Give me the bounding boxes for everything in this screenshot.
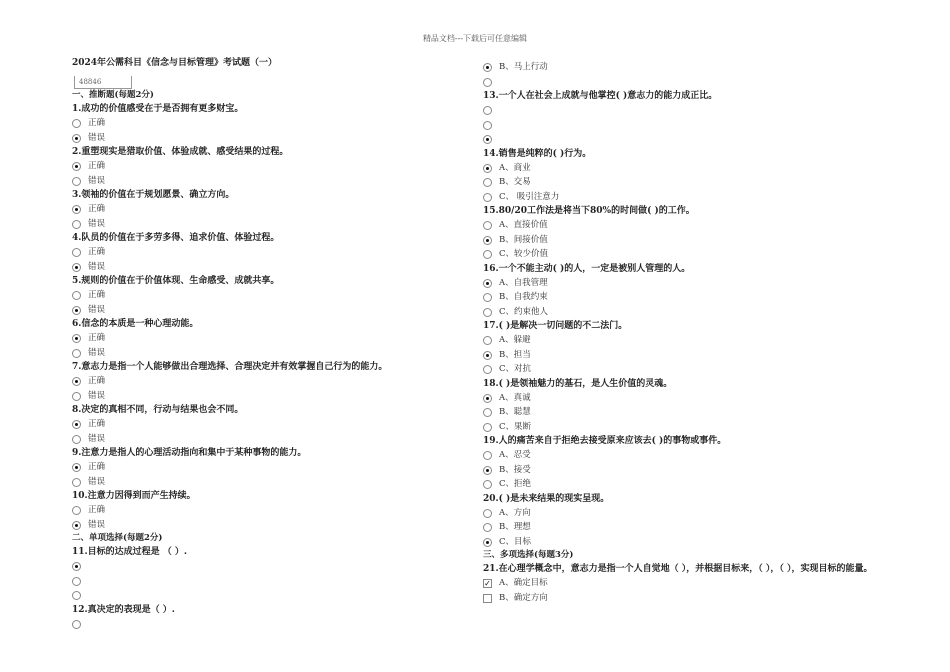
radio-unselected[interactable] (72, 478, 81, 487)
radio-unselected[interactable] (72, 506, 81, 515)
radio-unselected[interactable] (483, 509, 492, 518)
radio-option[interactable] (483, 506, 893, 521)
question-text: 15.80/20工作法是将当下80%的时间做( )的工作。 (483, 206, 695, 216)
radio-unselected[interactable] (483, 250, 492, 259)
radio-option[interactable] (72, 617, 472, 632)
radio-option[interactable] (483, 233, 893, 248)
option-label: 正确 (88, 376, 106, 386)
radio-option[interactable] (72, 559, 472, 574)
option-label: A、自我管理 (499, 277, 548, 288)
radio-option[interactable] (483, 161, 893, 176)
radio-unselected[interactable] (483, 365, 492, 374)
question-text: 18.( )是领袖魅力的基石，是人生价值的灵魂。 (483, 378, 673, 389)
radio-option[interactable] (72, 131, 472, 146)
radio-unselected[interactable] (483, 293, 492, 302)
page-header: 精品文档---下载后可任意编辑 (422, 34, 528, 43)
radio-option[interactable] (72, 202, 472, 217)
question-text: 4.队员的价值在于多劳多得、追求价值、体验过程。 (72, 233, 280, 243)
option-label: A、方向 (499, 507, 531, 518)
radio-unselected[interactable] (483, 423, 492, 432)
radio-option[interactable] (483, 118, 893, 133)
radio-option[interactable] (72, 475, 472, 490)
checkbox-checked[interactable]: ✓ (484, 579, 491, 588)
option-label: C、果断 (499, 421, 532, 432)
radio-option[interactable] (72, 217, 472, 232)
question-text: 17.( )是解决一切问题的不二法门。 (483, 321, 628, 331)
right-question-list (483, 60, 893, 605)
option-label: B、聪慧 (499, 407, 531, 417)
left-question-list (72, 89, 472, 631)
radio-option[interactable] (72, 374, 472, 389)
radio-option[interactable] (72, 116, 472, 131)
radio-selected[interactable] (483, 236, 492, 245)
radio-selected[interactable] (483, 538, 492, 547)
radio-unselected[interactable] (72, 349, 81, 358)
option-label: C、对抗 (499, 364, 532, 374)
option-label: A、商业 (499, 162, 531, 173)
option-label: C、 吸引注意力 (499, 191, 560, 202)
radio-option[interactable] (483, 103, 893, 118)
radio-selected[interactable] (72, 263, 81, 272)
option-label: B、马上行动 (499, 62, 548, 72)
option-label: C、约束他人 (499, 306, 549, 317)
radio-option[interactable] (72, 346, 472, 361)
checkbox-option[interactable] (483, 591, 893, 606)
option-label: B、交易 (499, 177, 531, 187)
question-text: 2.重塑现实是猎取价值、体验成就、感受结果的过程。 (72, 147, 289, 157)
radio-selected[interactable] (72, 463, 81, 472)
radio-option[interactable] (483, 276, 893, 291)
question-text: 5.规则的价值在于价值体现、生命感受、成就共享。 (72, 276, 280, 286)
option-label: 正确 (88, 290, 106, 300)
radio-selected[interactable] (72, 162, 81, 171)
radio-option[interactable] (72, 174, 472, 189)
option-label: A、确定目标 (499, 578, 548, 588)
radio-option[interactable] (72, 460, 472, 475)
option-label: 正确 (88, 419, 106, 429)
radio-selected[interactable] (72, 521, 81, 530)
option-label: 正确 (88, 204, 106, 214)
radio-option[interactable] (483, 190, 893, 205)
option-label: 错误 (88, 347, 106, 358)
radio-option[interactable] (72, 303, 472, 318)
radio-selected[interactable] (72, 420, 81, 429)
exam-title: 2024年公需科目《信念与目标管理》考试题（一） (72, 58, 278, 68)
radio-option[interactable] (483, 290, 893, 305)
option-label: 错误 (88, 476, 106, 487)
radio-selected[interactable] (483, 279, 492, 288)
option-label: 错误 (88, 132, 106, 143)
question-text: 7.意志力是指一个人能够做出合理选择、合理决定并有效掌握自己行为的能力。 (72, 362, 388, 372)
radio-unselected[interactable] (483, 451, 492, 460)
radio-option[interactable] (72, 518, 472, 533)
radio-selected[interactable] (483, 351, 492, 360)
radio-selected[interactable] (483, 466, 492, 475)
option-label: 错误 (88, 175, 106, 186)
question-text: 19.人的痛苦来自于拒绝去接受原来应该去( )的事物或事件。 (483, 436, 727, 446)
radio-unselected[interactable] (483, 193, 492, 202)
option-label: 正确 (88, 247, 106, 257)
option-label: 错误 (88, 390, 106, 401)
radio-selected[interactable] (72, 134, 81, 143)
option-label: B、担当 (499, 349, 531, 360)
option-label: 正确 (88, 161, 106, 171)
radio-option[interactable] (483, 362, 893, 377)
option-label: C、拒绝 (499, 479, 532, 489)
radio-option[interactable] (483, 175, 893, 190)
option-label: C、目标 (499, 536, 532, 547)
radio-option[interactable] (72, 260, 472, 275)
radio-option[interactable] (72, 503, 472, 518)
section-heading: 一、推断题(每题2分) (72, 90, 154, 100)
radio-option[interactable] (483, 420, 893, 435)
radio-unselected[interactable] (483, 336, 492, 345)
radio-option[interactable] (483, 405, 893, 420)
option-label: 正确 (88, 505, 106, 515)
radio-selected[interactable] (72, 334, 81, 343)
radio-selected[interactable] (72, 306, 81, 315)
radio-selected[interactable] (72, 377, 81, 386)
radio-option[interactable] (483, 132, 893, 147)
radio-option[interactable] (72, 245, 472, 260)
question-text: 20.( )是未来结果的现实呈现。 (483, 493, 610, 504)
radio-option[interactable] (483, 391, 893, 406)
section-heading: 三、多项选择(每题3分) (483, 550, 574, 560)
radio-option[interactable] (483, 247, 893, 262)
option-label: A、躲避 (499, 335, 531, 345)
radio-selected[interactable] (483, 135, 492, 144)
option-label: B、理想 (499, 522, 531, 532)
option-label: A、真诚 (499, 392, 531, 403)
right-column (483, 60, 893, 605)
radio-unselected[interactable] (72, 392, 81, 401)
radio-option[interactable] (483, 60, 893, 75)
radio-unselected[interactable] (72, 177, 81, 186)
radio-selected[interactable] (483, 164, 492, 173)
option-label: 错误 (88, 218, 106, 229)
radio-option[interactable] (483, 520, 893, 535)
question-text: 1.成功的价值感受在于是否拥有更多财宝。 (72, 104, 244, 114)
radio-option[interactable] (72, 432, 472, 447)
checkbox-unchecked[interactable] (483, 594, 492, 603)
radio-unselected[interactable] (72, 577, 81, 586)
radio-unselected[interactable] (483, 121, 492, 130)
radio-option[interactable] (72, 288, 472, 303)
radio-option[interactable] (483, 448, 893, 463)
radio-selected[interactable] (72, 205, 81, 214)
radio-unselected[interactable] (483, 480, 492, 489)
left-column (72, 58, 472, 631)
radio-unselected[interactable] (483, 178, 492, 187)
question-text: 3.领袖的价值在于规划愿景、确立方向。 (72, 190, 235, 200)
radio-option[interactable] (483, 305, 893, 320)
option-label: B、间接价值 (499, 234, 548, 245)
radio-unselected[interactable] (72, 591, 81, 600)
radio-unselected[interactable] (72, 291, 81, 300)
exam-id-field: 48846 (74, 76, 132, 89)
question-text: 11.目标的达成过程是 （ ）. (72, 547, 188, 557)
radio-option[interactable] (483, 535, 893, 550)
option-label: A、直接价值 (499, 220, 548, 230)
radio-unselected[interactable] (483, 308, 492, 317)
section-heading: 二、单项选择(每题2分) (72, 533, 163, 543)
question-text: 16.一个不能主动( )的人，一定是被别人管理的人。 (483, 263, 691, 274)
option-label: B、确定方向 (499, 592, 548, 603)
radio-option[interactable] (483, 463, 893, 478)
option-label: 正确 (88, 118, 106, 128)
radio-selected[interactable] (483, 394, 492, 403)
radio-unselected[interactable] (72, 220, 81, 229)
question-text: 10.注意力因得到而产生持续。 (72, 491, 196, 501)
radio-option[interactable] (483, 477, 893, 492)
option-label: A、忍受 (499, 450, 531, 460)
question-text: 13.一个人在社会上成就与他掌控( )意志力的能力成正比。 (483, 91, 718, 101)
question-text: 8.决定的真相不同，行动与结果也会不同。 (72, 405, 244, 415)
radio-option[interactable] (72, 574, 472, 589)
question-text: 6.信念的本质是一种心理动能。 (72, 319, 199, 329)
radio-unselected[interactable] (483, 106, 492, 115)
question-text: 12.真决定的表现是（ ）. (72, 604, 175, 615)
radio-option[interactable] (72, 588, 472, 603)
radio-unselected[interactable] (72, 248, 81, 257)
radio-option[interactable] (483, 218, 893, 233)
radio-selected[interactable] (72, 562, 81, 571)
radio-option[interactable] (72, 417, 472, 432)
radio-unselected[interactable] (483, 408, 492, 417)
radio-option[interactable] (72, 159, 472, 174)
radio-option[interactable] (483, 333, 893, 348)
question-text: 14.销售是纯粹的( )行为。 (483, 148, 592, 159)
option-label: 正确 (88, 462, 106, 472)
radio-unselected[interactable] (483, 221, 492, 230)
question-text: 9.注意力是指人的心理活动指向和集中于某种事物的能力。 (72, 448, 307, 458)
radio-option[interactable] (483, 75, 893, 90)
radio-unselected[interactable] (72, 119, 81, 128)
checkbox-option[interactable] (483, 576, 893, 591)
radio-selected[interactable] (483, 63, 492, 72)
radio-unselected[interactable] (483, 78, 492, 87)
radio-unselected[interactable] (72, 435, 81, 444)
question-text: 21.在心理学概念中，意志力是指一个人自觉地（ ），并根据目标来，（ ），（ ），实现目标的能量。 (483, 564, 873, 574)
option-label: 错误 (88, 519, 106, 530)
radio-option[interactable] (483, 348, 893, 363)
radio-option[interactable] (72, 331, 472, 346)
radio-unselected[interactable] (72, 620, 81, 629)
radio-option[interactable] (72, 389, 472, 404)
option-label: B、接受 (499, 464, 531, 475)
option-label: B、自我约束 (499, 292, 548, 302)
option-label: C、较少价值 (499, 249, 549, 259)
option-label: 错误 (88, 433, 106, 444)
option-label: 错误 (88, 304, 106, 315)
option-label: 正确 (88, 333, 106, 343)
radio-unselected[interactable] (483, 523, 492, 532)
option-label: 错误 (88, 261, 106, 272)
